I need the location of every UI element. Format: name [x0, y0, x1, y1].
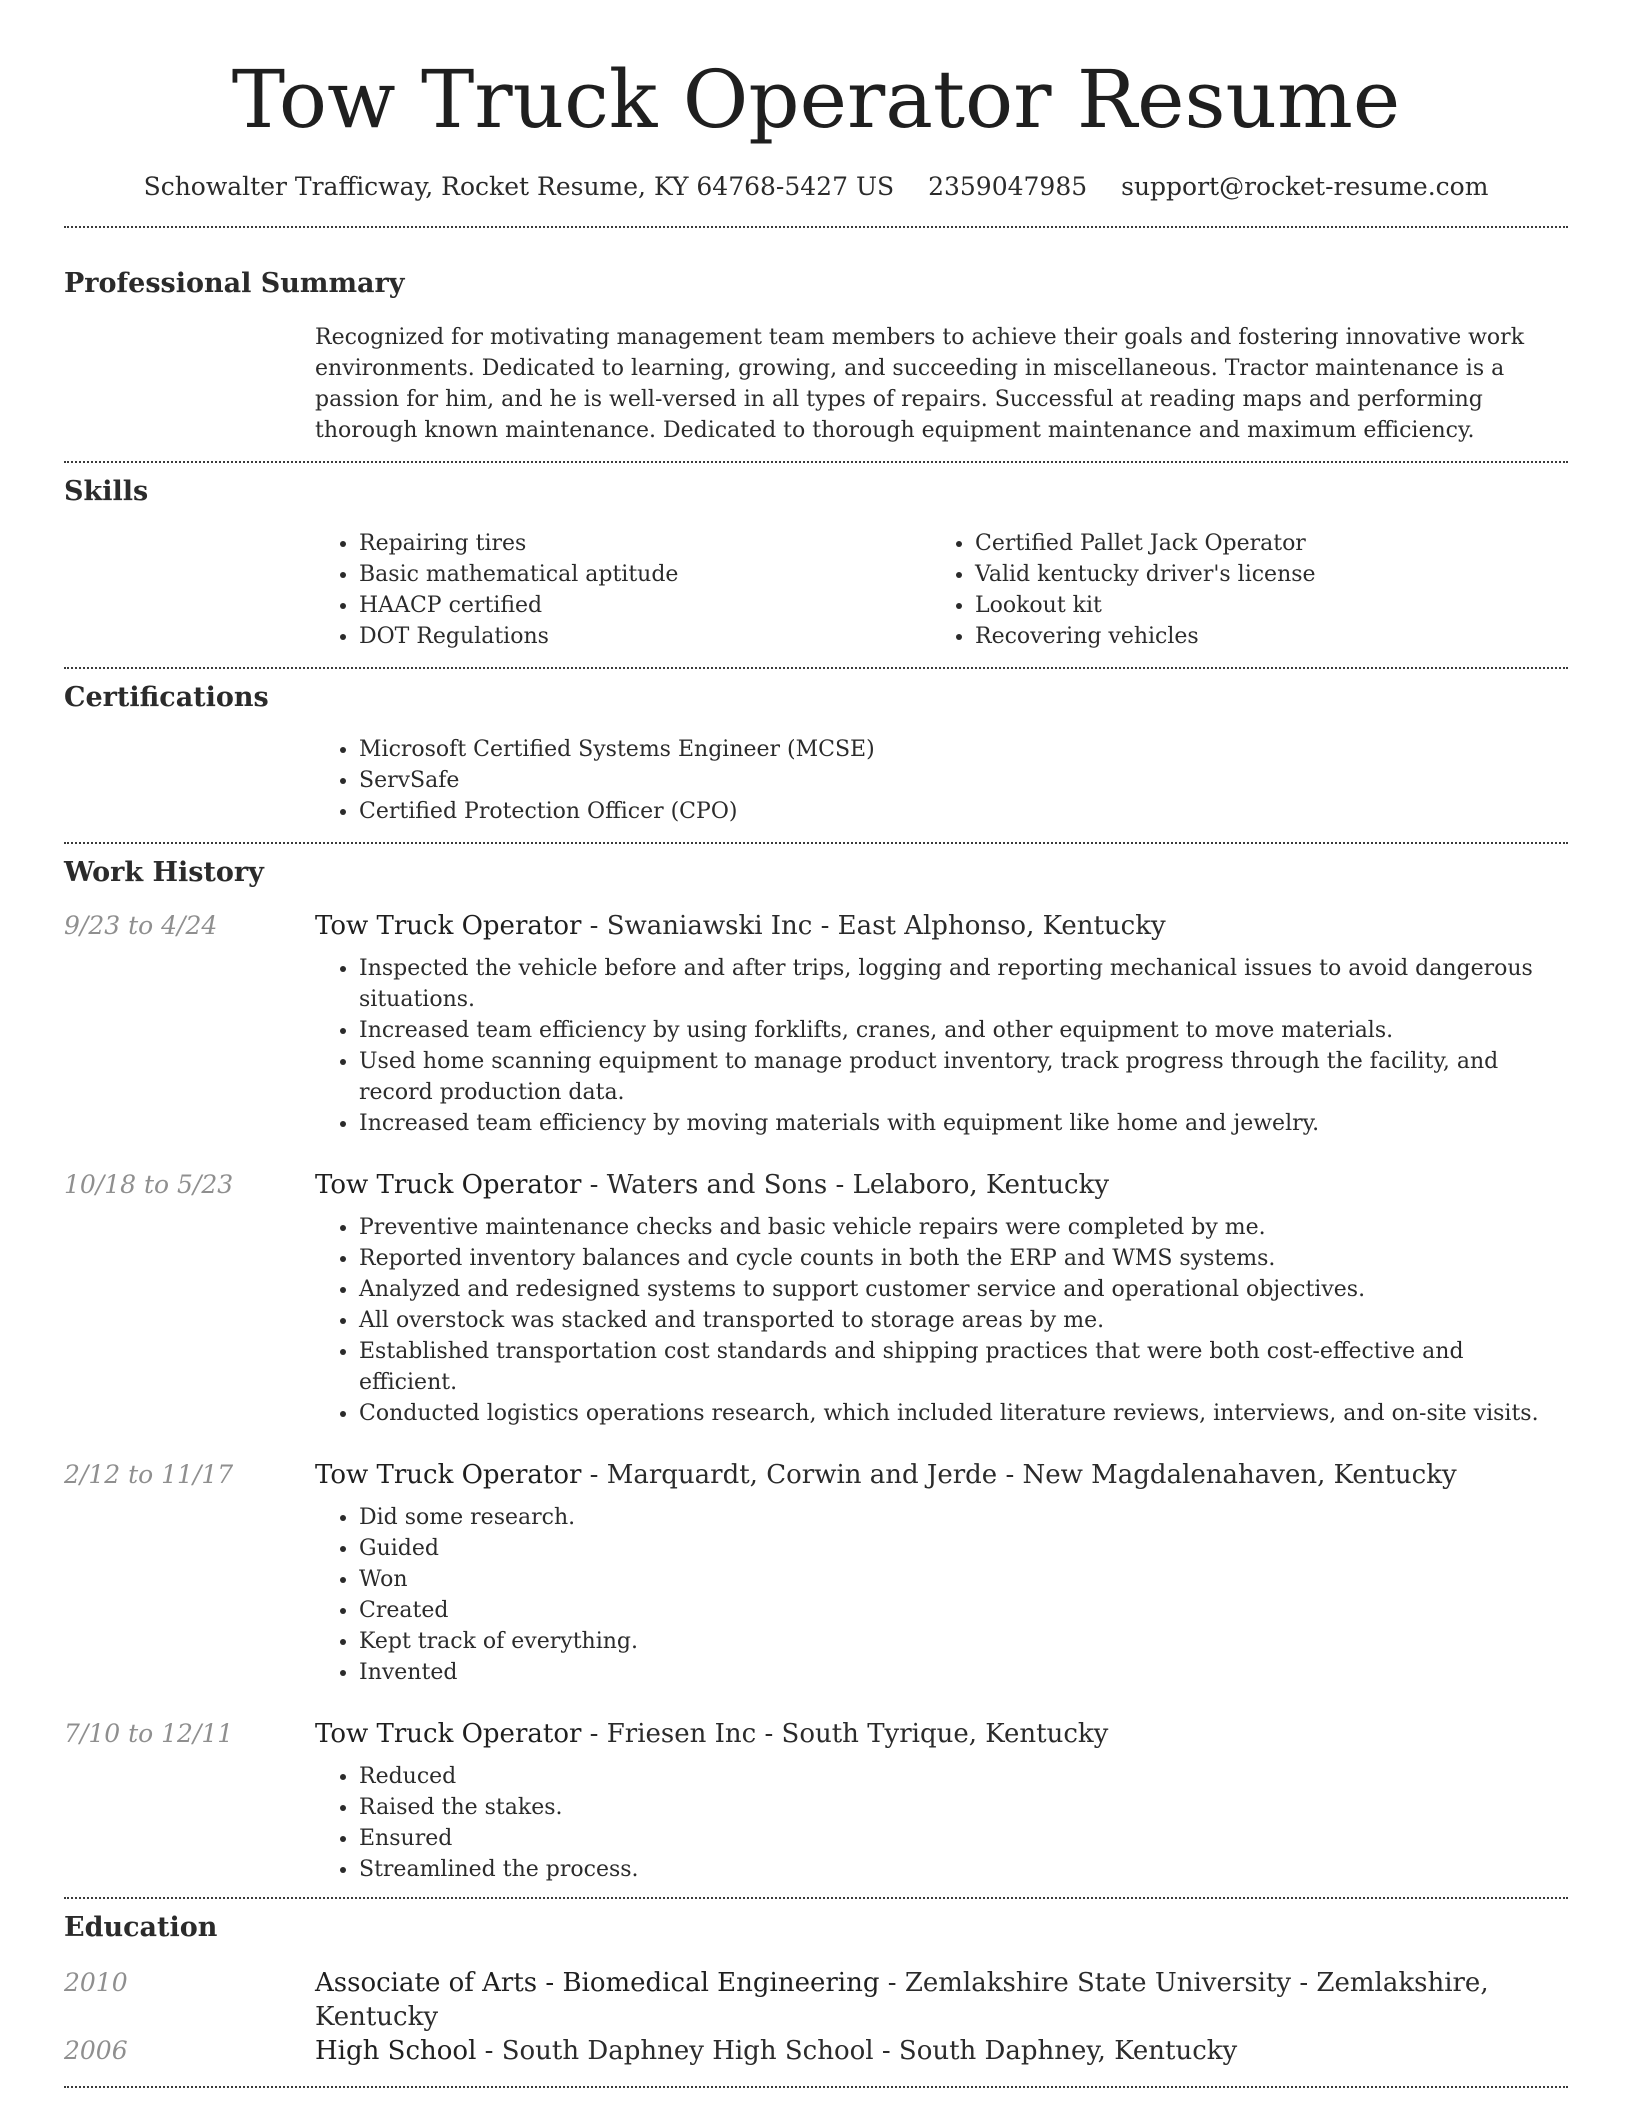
job-bullet: • Analyzed and redesigned systems to support customer service and operational objectives. [359, 1274, 1568, 1305]
skill-item: • HAACP certified [359, 590, 931, 621]
job-bullet: • Won [359, 1564, 1568, 1595]
job-entry [64, 909, 1568, 1139]
divider [64, 226, 1568, 228]
skill-item: • Repairing tires [359, 528, 931, 559]
section-heading-summary: Professional Summary [64, 268, 405, 299]
job-heading [315, 1168, 1568, 1202]
job-bullet: • Invented [359, 1657, 1568, 1688]
skill-item: • Basic mathematical aptitude [359, 559, 931, 590]
certification-item: • ServSafe [359, 765, 1568, 796]
job-bullet: • Reduced [359, 1761, 1568, 1792]
job-bullet: • Created [359, 1595, 1568, 1626]
section-heading-certifications: Certifications [64, 682, 269, 713]
job-bullet: • Did some research. [359, 1502, 1568, 1533]
job-bullet: • Increased team efficiency by using forklifts, cranes, and other equipment to move materials. [359, 1015, 1568, 1046]
job-bullet: • Established transportation cost standards and shipping practices that were both cost-effective and efficient. [359, 1336, 1568, 1398]
divider [64, 2086, 1568, 2088]
job-entry [64, 1717, 1568, 1885]
divider [64, 1897, 1568, 1899]
job-bullet: • Kept track of everything. [359, 1626, 1568, 1657]
divider [64, 667, 1568, 669]
job-heading [315, 1458, 1568, 1492]
job-bullet: • Conducted logistics operations research, which included literature reviews, interviews, and on-site visits. [359, 1398, 1568, 1429]
contact-line [64, 170, 1568, 204]
job-entry [64, 1168, 1568, 1429]
job-bullet: • Reported inventory balances and cycle counts in both the ERP and WMS systems. [359, 1243, 1568, 1274]
section-heading-work-history: Work History [64, 857, 264, 888]
education-entry [64, 1966, 1568, 2032]
certification-item: • Microsoft Certified Systems Engineer (MCSE) [359, 734, 1568, 765]
divider [64, 842, 1568, 844]
job-role: Tow Truck Operator [315, 911, 582, 941]
resume-title: Tow Truck Operator Resume [231, 53, 1401, 146]
job-bullet: • Guided [359, 1533, 1568, 1564]
job-employer: - Swaniawski Inc - East Alphonso, Kentucky [581, 911, 1166, 941]
contact-address: Schowalter Trafficway, Rocket Resume, KY 64768-5427 US [143, 172, 895, 201]
job-bullet: • Ensured [359, 1823, 1568, 1854]
education-year: 2006 [64, 2036, 128, 2065]
certifications-block [315, 734, 1568, 827]
skill-item: • Certified Pallet Jack Operator [975, 528, 1547, 559]
job-dates: 2/12 to 11/17 [64, 1460, 234, 1489]
skills-list-right [931, 528, 1547, 652]
resume-page [64, 0, 1568, 2088]
job-heading [315, 909, 1568, 943]
job-bullet: • Raised the stakes. [359, 1792, 1568, 1823]
skills-list-left [315, 528, 931, 652]
job-entry [64, 1458, 1568, 1688]
job-dates: 9/23 to 4/24 [64, 911, 218, 940]
job-bullet: • Inspected the vehicle before and after trips, logging and reporting mechanical issues to avoid dangerous situations. [359, 953, 1568, 1015]
job-role: Tow Truck Operator [315, 1170, 582, 1200]
job-bullets [315, 1502, 1568, 1688]
job-role: Tow Truck Operator [315, 1719, 582, 1749]
education-heading [315, 2034, 1568, 2068]
education-school: - South Daphney High School - South Daphney, Kentucky [476, 2036, 1238, 2066]
job-bullets [315, 953, 1568, 1139]
job-employer: - Friesen Inc - South Tyrique, Kentucky [581, 1719, 1109, 1749]
summary-text: Recognized for motivating management team members to achieve their goals and fostering innovative work environments. Dedicated to learning, growing, and succeeding in miscellaneous. Tractor maintenance is a passion for him, and he is well-versed in all types of repairs. Successful at reading maps and performing thorough known maintenance. Dedicated to thorough equipment maintenance and maximum efficiency. [315, 325, 1525, 443]
divider [64, 461, 1568, 463]
skill-item: • Lookout kit [975, 590, 1547, 621]
skill-item: • DOT Regulations [359, 621, 931, 652]
education-heading [315, 1966, 1568, 2034]
education-degree: High School [315, 2036, 477, 2066]
contact-email: support@rocket-resume.com [1121, 172, 1489, 201]
job-employer: - Waters and Sons - Lelaboro, Kentucky [581, 1170, 1110, 1200]
section-heading-skills: Skills [64, 476, 149, 507]
job-bullet: • Streamlined the process. [359, 1854, 1568, 1885]
job-heading [315, 1717, 1568, 1751]
job-dates: 7/10 to 12/11 [64, 1719, 234, 1748]
education-year: 2010 [64, 1968, 128, 1997]
skill-item: • Recovering vehicles [975, 621, 1547, 652]
education-entry [64, 2034, 1568, 2074]
certification-item: • Certified Protection Officer (CPO) [359, 796, 1568, 827]
education-school: - Zemlakshire State University - Zemlakshire, Kentucky [315, 1968, 1489, 2032]
job-bullet: • Preventive maintenance checks and basic vehicle repairs were completed by me. [359, 1212, 1568, 1243]
job-bullets [315, 1761, 1568, 1885]
job-bullets [315, 1212, 1568, 1429]
job-employer: - Marquardt, Corwin and Jerde - New Magdalenahaven, Kentucky [581, 1460, 1457, 1490]
job-bullet: • Used home scanning equipment to manage product inventory, track progress through the facility, and record production data. [359, 1046, 1568, 1108]
certifications-list [315, 734, 1568, 827]
section-heading-education: Education [64, 1912, 218, 1943]
education-degree: Associate of Arts - Biomedical Engineering [315, 1968, 880, 1998]
contact-phone: 2359047985 [928, 172, 1088, 201]
job-bullet: • Increased team efficiency by moving materials with equipment like home and jewelry. [359, 1108, 1568, 1139]
job-dates: 10/18 to 5/23 [64, 1170, 234, 1199]
skill-item: • Valid kentucky driver's license [975, 559, 1547, 590]
job-bullet: • All overstock was stacked and transported to storage areas by me. [359, 1305, 1568, 1336]
skills-grid [315, 528, 1568, 652]
job-role: Tow Truck Operator [315, 1460, 582, 1490]
